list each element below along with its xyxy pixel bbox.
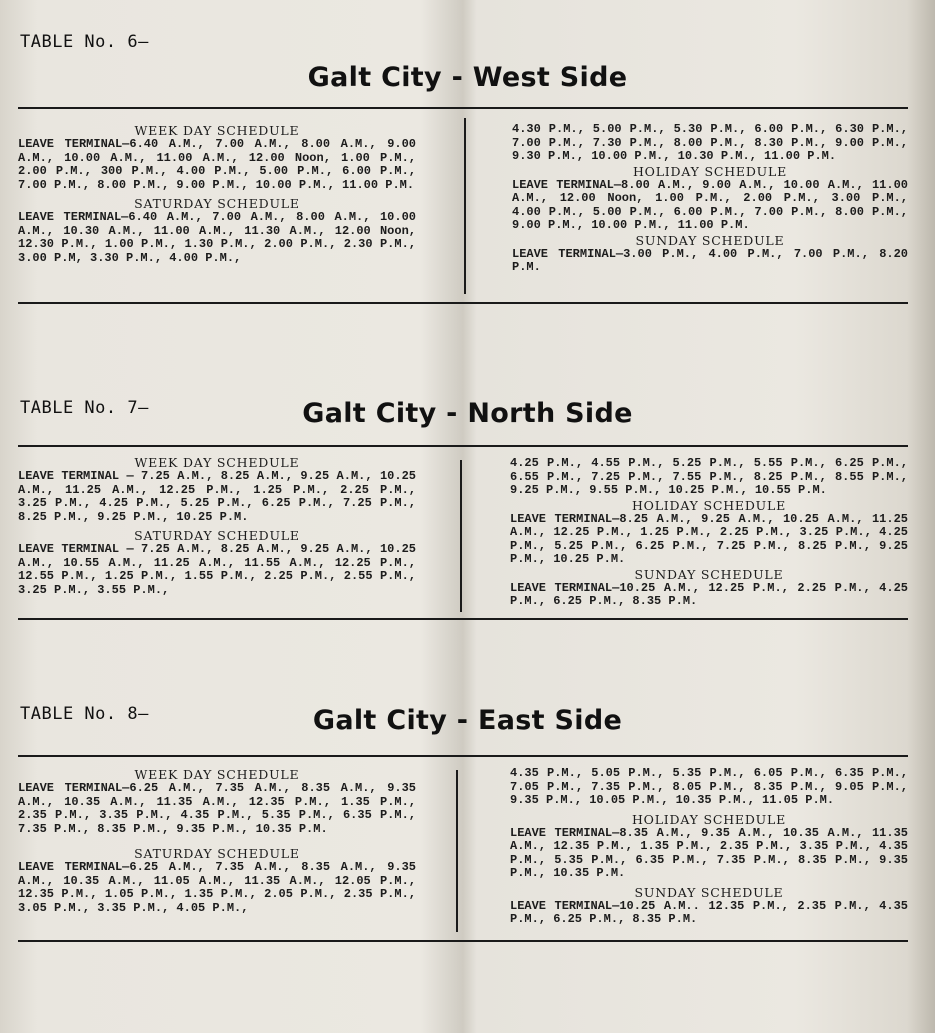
route-title: Galt City - North Side	[302, 398, 633, 429]
column-divider	[456, 770, 458, 932]
route-title: Galt City - West Side	[307, 62, 628, 93]
schedule-heading: SATURDAY SCHEDULE	[134, 528, 300, 543]
right-column	[510, 767, 908, 927]
schedule-heading: SUNDAY SCHEDULE	[634, 884, 784, 900]
schedule-times: 4.35 P.M., 5.05 P.M., 5.35 P.M., 6.05 P.M., 6.35 P.M., 7.05 P.M., 7.35 P.M., 8.05 P.M., 8.35 P.M., 9.05 P.M., 9.35 P.M., 10.05 P.M., 10.35 P.M., 11.05 P.M.	[510, 766, 908, 807]
bottom-rule	[18, 940, 908, 942]
schedule-heading: WEEK DAY SCHEDULE	[134, 767, 300, 782]
schedule-heading: SUNDAY SCHEDULE	[634, 566, 784, 582]
schedule-heading: WEEK DAY SCHEDULE	[134, 455, 300, 470]
top-rule	[18, 755, 908, 757]
schedule-times: LEAVE TERMINAL—8.25 A.M., 9.25 A.M., 10.25 A.M., 11.25 A.M., 12.25 P.M., 1.25 P.M., 2.25 P.M., 3.25 P.M., 4.25 P.M., 5.25 P.M., 6.25 P.M., 7.25 P.M., 8.25 P.M., 9.25 P.M., 10.25 P.M.	[510, 511, 908, 566]
schedule-times: 4.25 P.M., 4.55 P.M., 5.25 P.M., 5.55 P.M., 6.25 P.M., 6.55 P.M., 7.25 P.M., 7.55 P.M., 8.25 P.M., 8.55 P.M., 9.25 P.M., 9.55 P.M., 10.25 P.M., 10.55 P.M.	[510, 456, 908, 497]
schedule-times: LEAVE TERMINAL—10.25 A.M.. 12.35 P.M., 2.35 P.M., 4.35 P.M., 6.25 P.M., 8.35 P.M.	[510, 898, 908, 926]
schedule-times: LEAVE TERMINAL — 7.25 A.M., 8.25 A.M., 9.25 A.M., 10.25 A.M., 11.25 A.M., 12.25 P.M., 1.25 P.M., 2.25 P.M., 3.25 P.M., 4.25 P.M., 5.25 P.M., 6.25 P.M., 7.25 P.M., 8.25 P.M., 9.25 P.M., 10.25 P.M.	[18, 469, 416, 524]
table-number: TABLE No. 6—	[20, 32, 149, 52]
schedule-heading: SATURDAY SCHEDULE	[134, 196, 300, 211]
schedule-heading: SATURDAY SCHEDULE	[134, 846, 300, 861]
table-number: TABLE No. 7—	[20, 398, 149, 418]
route-title: Galt City - East Side	[312, 705, 623, 736]
schedule-times: LEAVE TERMINAL—8.00 A.M., 9.00 A.M., 10.00 A.M., 11.00 A.M., 12.00 Noon, 1.00 P.M., 2.00 P.M., 3.00 P.M., 4.00 P.M., 5.00 P.M., 6.00 P.M., 7.00 P.M., 8.00 P.M., 9.00 P.M., 10.00 P.M., 11.00 P.M.	[512, 177, 908, 232]
schedule-times: LEAVE TERMINAL—6.40 A.M., 7.00 A.M., 8.00 A.M., 10.00 A.M., 10.30 A.M., 11.00 A.M., 11.30 A.M., 12.00 Noon, 12.30 P.M., 1.00 P.M., 1.30 P.M., 2.00 P.M., 2.30 P.M., 3.00 P.M, 3.30 P.M., 4.00 P.M.,	[18, 210, 416, 265]
schedule-times: LEAVE TERMINAL — 7.25 A.M., 8.25 A.M., 9.25 A.M., 10.25 A.M., 10.55 A.M., 11.25 A.M., 11.55 A.M., 12.25 P.M., 12.55 P.M., 1.25 P.M., 1.55 P.M., 2.25 P.M., 2.55 P.M., 3.25 P.M., 3.55 P.M.,	[18, 542, 416, 597]
schedule-times: LEAVE TERMINAL—6.25 A.M., 7.35 A.M., 8.35 A.M., 9.35 A.M., 10.35 A.M., 11.35 A.M., 12.35 P.M., 1.35 P.M., 2.35 P.M., 3.35 P.M., 4.35 P.M., 5.35 P.M., 6.35 P.M., 7.35 P.M., 8.35 P.M., 9.35 P.M., 10.35 P.M.	[18, 781, 416, 836]
schedule-times: LEAVE TERMINAL—8.35 A.M., 9.35 A.M., 10.35 A.M., 11.35 A.M., 12.35 P.M., 1.35 P.M., 2.35 P.M., 3.35 P.M., 4.35 P.M., 5.35 P.M., 6.35 P.M., 7.35 P.M., 8.35 P.M., 9.35 P.M., 10.35 P.M.	[510, 825, 908, 880]
table-number: TABLE No. 8—	[20, 704, 149, 724]
schedule-heading: HOLIDAY SCHEDULE	[632, 163, 788, 179]
schedule-heading: SUNDAY SCHEDULE	[635, 232, 785, 248]
schedule-times: LEAVE TERMINAL—10.25 A.M., 12.25 P.M., 2.25 P.M., 4.25 P.M., 6.25 P.M., 8.35 P.M.	[510, 580, 908, 608]
schedule-heading: HOLIDAY SCHEDULE	[631, 811, 787, 827]
schedule-heading: WEEK DAY SCHEDULE	[134, 123, 300, 138]
schedule-heading: HOLIDAY SCHEDULE	[631, 497, 787, 513]
schedule-times: 4.30 P.M., 5.00 P.M., 5.30 P.M., 6.00 P.M., 6.30 P.M., 7.00 P.M., 7.30 P.M., 8.00 P.M., 8.30 P.M., 9.00 P.M., 9.30 P.M., 10.00 P.M., 10.30 P.M., 11.00 P.M.	[512, 122, 908, 163]
left-column	[18, 767, 416, 915]
schedule-times: LEAVE TERMINAL—6.40 A.M., 7.00 A.M., 8.00 A.M., 9.00 A.M., 10.00 A.M., 11.00 A.M., 12.00 Noon, 1.00 P.M., 2.00 P.M., 300 P.M., 4.00 P.M., 5.00 P.M., 6.00 P.M., 7.00 P.M., 8.00 P.M., 9.00 P.M., 10.00 P.M., 11.00 P.M.	[18, 137, 416, 192]
schedule-times: LEAVE TERMINAL—6.25 A.M., 7.35 A.M., 8.35 A.M., 9.35 A.M., 10.35 A.M., 11.05 A.M., 11.35 A.M., 12.05 P.M., 12.35 P.M., 1.05 P.M., 1.35 P.M., 2.05 P.M., 2.35 P.M., 3.05 P.M., 3.35 P.M., 4.05 P.M.,	[18, 860, 416, 915]
schedule-times: LEAVE TERMINAL—3.00 P.M., 4.00 P.M., 7.00 P.M., 8.20 P.M.	[512, 246, 908, 274]
